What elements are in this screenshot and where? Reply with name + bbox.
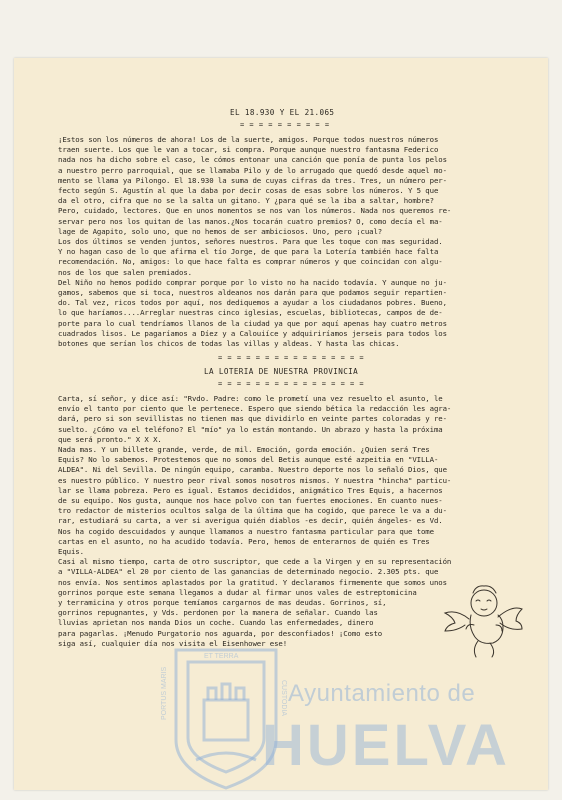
section-underline: = = = = = = = = = = = = = = = = (218, 354, 365, 362)
title-underline: = = = = = = = = = = (240, 121, 330, 129)
svg-text:PORTUS MARIS: PORTUS MARIS (161, 666, 168, 720)
svg-text:ET TERRA: ET TERRA (204, 653, 239, 660)
watermark-city: HUELVA (262, 713, 510, 778)
heading-underline: = = = = = = = = = = = = = = = = (218, 380, 365, 388)
watermark-caption: Ayuntamiento de (288, 680, 476, 707)
paragraph-numbers: ¡Estos son los números de ahora! Los de la suerte, amigos. Porque todos nuestros números traen suerte. Los que le van a tocar, si compra. Porque aunque nuestro fantasma Federico nada nos ha dicho sobre el caso, le cómos entonar una canción que ponía de punta los pelos a nuestro perro parroquial, que se llamaba Pilo y de lo arrugado que quedó desde aquel mo- mento se llama ya Pilongo. El 18.930 la suma de cuyas cifras da tres. Tres, un número per- fecto según S. Agustín al que la daba por decir cosas de esas sobre los números. Y 5 que da el otro, cifra que no se la salta un gitano. Y ¿para qué se la iba a saltar, hombre? Pero, cuidado, lectores. Que en unos momentos se nos van los números. Nada nos queremos re- servar pero nos los quitan de las manos.¿Nos tocarán cuatro premios? O, como decía el ma- lage de Agapito, solo uno, que no hemos de ser ambiciosos. Uno, pero ¡cual? Los dos últimos se venden juntos, señores nuestros. Para que les toque con mas seguridad. Y no hagan caso de lo que afirma el tío Jorge, de que para la Lotería también hace falta recomendación. No, amigos: lo que hace falta es comprar números y que coincidan con algu- nos de los que salen premiados. Del Niño no hemos podido comprar porque por lo visto no ha nacido todavía. Y aunque no ju- gamos, sabemos que si toca, nuestros aldeanos nos darán para que podamos seguir repartien- do. Tal vez, ricos todos por aquí, nos dediquemos a ayudar a los ciudadanos pobres. Bueno, lo que haríamos....Arreglar nuestras cinco iglesias, escuelas, bibliotecas, campos de de- porte para lo cual tendríamos llanos de la ciudad ya que por aquí apenas hay cuatro metros cuadrados lisos. Le pagaríamos a Díez y a Calouiíce y adquiriríamos jerseis para todos los botones que serían los chicos de todas las villas y aldeas. Y hasta las chicas. (58, 135, 452, 349)
section-heading: LA LOTERIA DE NUESTRA PROVINCIA (204, 367, 359, 376)
paragraph-lottery: Carta, sí señor, y dice así: "Rvdo. Padre: como le prometí una vez resuelto el asunto, le envío el tanto por ciento que le pertenece. Espero que siendo bética la redacción les agra- dará, pero si son sevillistas no tienen mas que dividirlo en veinte partes coloradas y re- suelto. ¿Cómo va el teléfono? El "mío" ya lo están montando. Un abrazo y hasta la próxima que será pronto." X X X. Nada mas. Y un billete grande, verde, de mil. Emoción, gorda emoción. ¿Quien será Tres Equis? No lo sabemos. Protestemos que no somos del Betis aunque esté azpeitia en "VILLA- ALDEA". Ni del Sevilla. De ningún equipo, caramba. Nuestro deporte nos lo señaló Dios, que es nuestro público. Y nuestro peor rival somos nosotros mismos. Y nuestra "hincha" particu- lar se llama pobreza. Pero es igual. Estamos decididos, anigmático Tres Equis, a hacernos de su equipo. Nos gusta, aunque nos hace polvo con tan fuertes emociones. En cuanto nues- tro redactor de misterios ocultos salga de la última que ha cogido, que parece le va a du- rar, estudiará su carta, a ver si averigua quién diablos -es decir, quién ángeles- es Vd. Nos ha cogido descuidados y aunque llamamos a nuestro fantasma particular para que tome cartas en el asunto, no ha acudido todavía. Pero, hemos de enterarnos de quién es Tres Equis. Casi al mismo tiempo, carta de otro suscriptor, que cede a la Virgen y en su representación a "VILLA-ALDEA" el 20 por ciento de las ganancias de determinado negocio. 2.305 pts. que nos envía. Nos sentimos aplastados por la gratitud. Y declaramos firmemente que somos unos gorrinos porque este semana llegamos a dudar al firmar unos vales de estreptomicina y terramicina y otros porque temíamos cargarnos de mas deudas. Gorrinos, sí, gorrinos repugnantes, y Vds. perdonen por la manera de señalar. Cuando las lluvias aprietan nos manda Dios un coche. Cuando las enfermedades, dinero para pagarlas. ¡Menudo Purgatorio nos aguarda, por desconfiados! ¡Como esto siga así, cualquier día nos visita el Eisenhower ese! (58, 394, 452, 648)
svg-text:CUSTODIA: CUSTODIA (280, 680, 287, 717)
page-title: EL 18.930 Y EL 21.065 (230, 108, 335, 117)
